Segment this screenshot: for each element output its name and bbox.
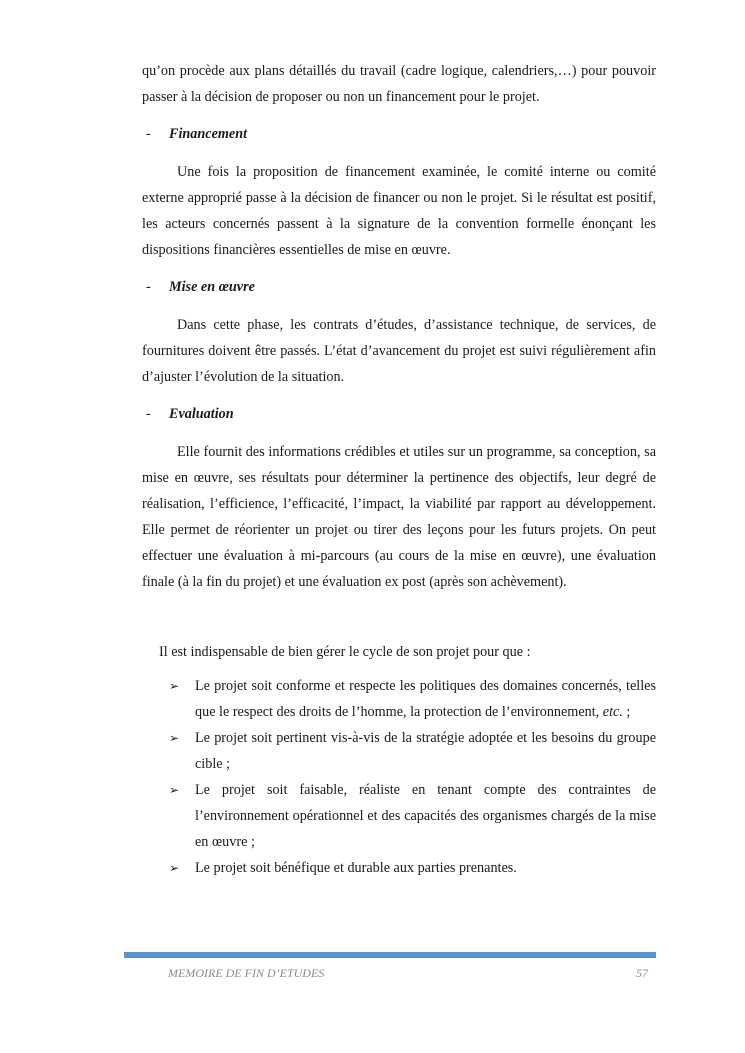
page-footer — [168, 966, 648, 981]
paragraph-evaluation: Elle fournit des informations crédibles et utiles sur un programme, sa conception, sa mise en œuvre, ses résultats pour déterminer la pertinence des objectifs, leur degré de réalisation, l’efficience, l’efficacité, l’impact, la viabilité par rapport au développement. Elle permet de réorienter un projet ou tirer des leçons pour les futurs projets. On peut effectuer une évaluation à mi-parcours (au cours de la mise en œuvre), une évaluation finale (à la fin du projet) et une évaluation ex post (après son achèvement). — [142, 444, 656, 590]
heading-mise-en-oeuvre — [146, 276, 656, 298]
arrow-bullet-icon: ➢ — [169, 731, 180, 745]
list-item-text: Le projet soit faisable, réaliste en tenant compte des contraintes de l’environnement opérationnel et des capacités des organismes chargés de la mise en œuvre ; — [195, 782, 656, 850]
list-item-main: Le projet soit conforme et respecte les politiques des domaines concernés, telles que le respect des droits de l’homme, la protection de l’environnement, — [195, 678, 656, 720]
page-number: 57 — [636, 966, 648, 980]
arrow-bullet-icon: ➢ — [169, 783, 180, 797]
heading-label: Mise en œuvre — [169, 279, 255, 295]
heading-dash: - — [146, 126, 151, 142]
list-item — [142, 777, 656, 855]
list-item-etc: etc. — [602, 704, 623, 720]
heading-label: Evaluation — [169, 406, 234, 422]
footer-title: MEMOIRE DE FIN D’ETUDES — [168, 966, 325, 980]
heading-dash: - — [146, 279, 151, 295]
list-item — [142, 855, 656, 881]
paragraph-financement: Une fois la proposition de financement examinée, le comité interne ou comité externe approprié passe à la décision de financer ou non le projet. Si le résultat est positif, les acteurs concernés passent à la signature de la convention formelle énonçant les dispositions financières essentielles de mise en œuvre. — [142, 164, 656, 258]
heading-financement — [146, 123, 656, 145]
list-item-end: ; — [622, 704, 631, 720]
heading-dash: - — [146, 406, 151, 422]
paragraph-mise-en-oeuvre: Dans cette phase, les contrats d’études, d’assistance technique, de services, de fournitures doivent être passés. L’état d’avancement du projet est suivi régulièrement afin d’ajuster l’évolution de la situation. — [142, 317, 656, 385]
heading-label: Financement — [169, 126, 248, 142]
list-item-text: Le projet soit pertinent vis-à-vis de la stratégie adoptée et les besoins du groupe cible ; — [195, 730, 656, 772]
footer-divider — [124, 952, 656, 958]
heading-evaluation — [146, 403, 656, 425]
list-item — [142, 725, 656, 777]
arrow-bullet-icon: ➢ — [169, 679, 180, 693]
list-item-text: Le projet soit bénéfique et durable aux parties prenantes. — [195, 860, 517, 876]
document-body — [142, 58, 656, 881]
list-item — [142, 673, 656, 725]
list-intro: Il est indispensable de bien gérer le cycle de son projet pour que : — [159, 644, 531, 660]
list-item-text — [195, 673, 656, 725]
bullet-list — [142, 673, 656, 881]
paragraph-continuation: qu’on procède aux plans détaillés du travail (cadre logique, calendriers,…) pour pouvoir passer à la décision de proposer ou non un financement pour le projet. — [142, 63, 656, 105]
arrow-bullet-icon: ➢ — [169, 861, 180, 875]
